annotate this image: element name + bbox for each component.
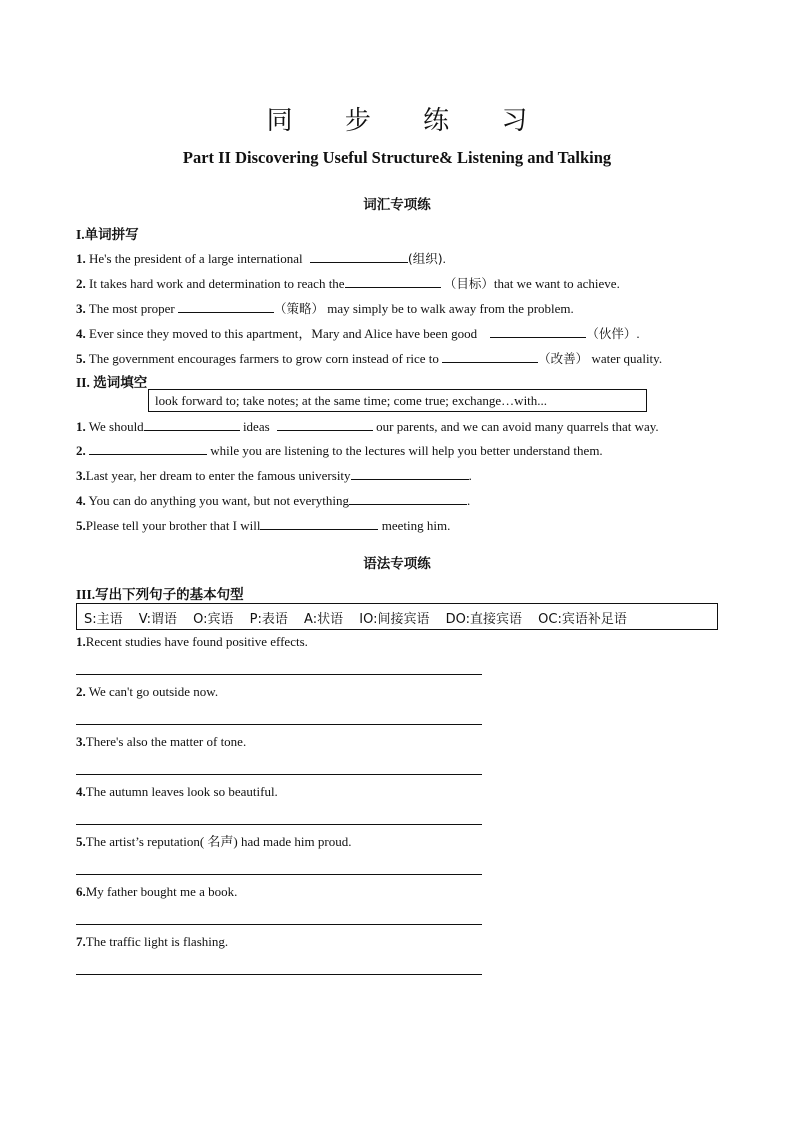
answer-blank[interactable] — [310, 249, 408, 263]
legend-object-complement: OC:宾语补足语 — [538, 612, 627, 627]
pattern-item-2: 2. We can't go outside now. — [76, 684, 219, 699]
spelling-item-3: 3. The most proper （策略） may simply be to walk away from the problem. — [76, 301, 574, 316]
legend-predicative: P:表语 — [249, 612, 288, 627]
pattern-item-5: 5.The artist’s reputation( 名声) had made him proud. — [76, 834, 352, 849]
answer-blank[interactable] — [351, 466, 469, 480]
fill-item-4: 4. You can do anything you want, but not everything . — [76, 493, 471, 508]
answer-blank[interactable] — [349, 491, 467, 505]
legend-indirect-object: IO:间接宾语 — [359, 612, 430, 627]
sentence-component-legend — [76, 603, 718, 630]
pattern-item-4: 4.The autumn leaves look so beautiful. — [76, 784, 278, 799]
legend-direct-object: DO:直接宾语 — [445, 612, 522, 627]
answer-line-4[interactable] — [76, 824, 482, 825]
pattern-item-7: 7.The traffic light is flashing. — [76, 934, 229, 949]
answer-blank[interactable] — [144, 417, 240, 431]
page-subtitle: Part II Discovering Useful Structure& Listening and Talking — [182, 148, 612, 167]
legend-adverbial: A:状语 — [304, 612, 344, 627]
vocab-section-heading: 词汇专项练 — [363, 197, 431, 213]
answer-line-7[interactable] — [76, 974, 482, 975]
grammar-section-heading: 语法专项练 — [363, 556, 431, 572]
word-bank-box: look forward to; take notes; at the same time; come true; exchange…with... — [148, 389, 647, 412]
pattern-item-1: 1.Recent studies have found positive effects. — [76, 634, 308, 649]
fill-item-5: 5.Please tell your brother that I will meeting him. — [76, 518, 451, 533]
answer-line-3[interactable] — [76, 774, 482, 775]
spelling-item-2: 2. It takes hard work and determination to reach the （目标）that we want to achieve. — [76, 276, 620, 291]
fill-item-2: 2. while you are listening to the lectures will help you better understand them. — [76, 443, 603, 458]
pattern-item-6: 6.My father bought me a book. — [76, 884, 238, 899]
answer-blank[interactable] — [345, 274, 441, 288]
legend-object: O:宾语 — [193, 612, 234, 627]
fill-item-3: 3.Last year, her dream to enter the famous university . — [76, 468, 472, 483]
answer-blank[interactable] — [178, 299, 274, 313]
answer-line-6[interactable] — [76, 924, 482, 925]
answer-line-2[interactable] — [76, 724, 482, 725]
answer-line-1[interactable] — [76, 674, 482, 675]
part3-heading: III.写出下列句子的基本句型 — [76, 587, 244, 602]
pattern-item-3: 3.There's also the matter of tone. — [76, 734, 247, 749]
answer-blank[interactable] — [260, 516, 378, 530]
part2-heading: II. 选词填空 — [76, 375, 148, 390]
answer-blank[interactable] — [277, 417, 373, 431]
answer-blank[interactable] — [442, 349, 538, 363]
page-title: 同 步 练 习 — [266, 106, 550, 136]
spelling-item-4: 4. Ever since they moved to this apartment，Mary and Alice have been good （伙伴）. — [76, 326, 640, 341]
legend-verb: V:谓语 — [138, 612, 177, 627]
answer-blank[interactable] — [89, 441, 207, 455]
spelling-item-5: 5. The government encourages farmers to grow corn instead of rice to （改善） water quality. — [76, 351, 663, 366]
answer-blank[interactable] — [490, 324, 586, 338]
spelling-item-1: 1. He's the president of a large international (组织). — [76, 251, 446, 266]
fill-item-1: 1. We should ideas our parents, and we can avoid many quarrels that way. — [76, 419, 659, 434]
answer-line-5[interactable] — [76, 874, 482, 875]
legend-subject: S:主语 — [84, 612, 123, 627]
part1-heading: I.单词拼写 — [76, 227, 139, 242]
